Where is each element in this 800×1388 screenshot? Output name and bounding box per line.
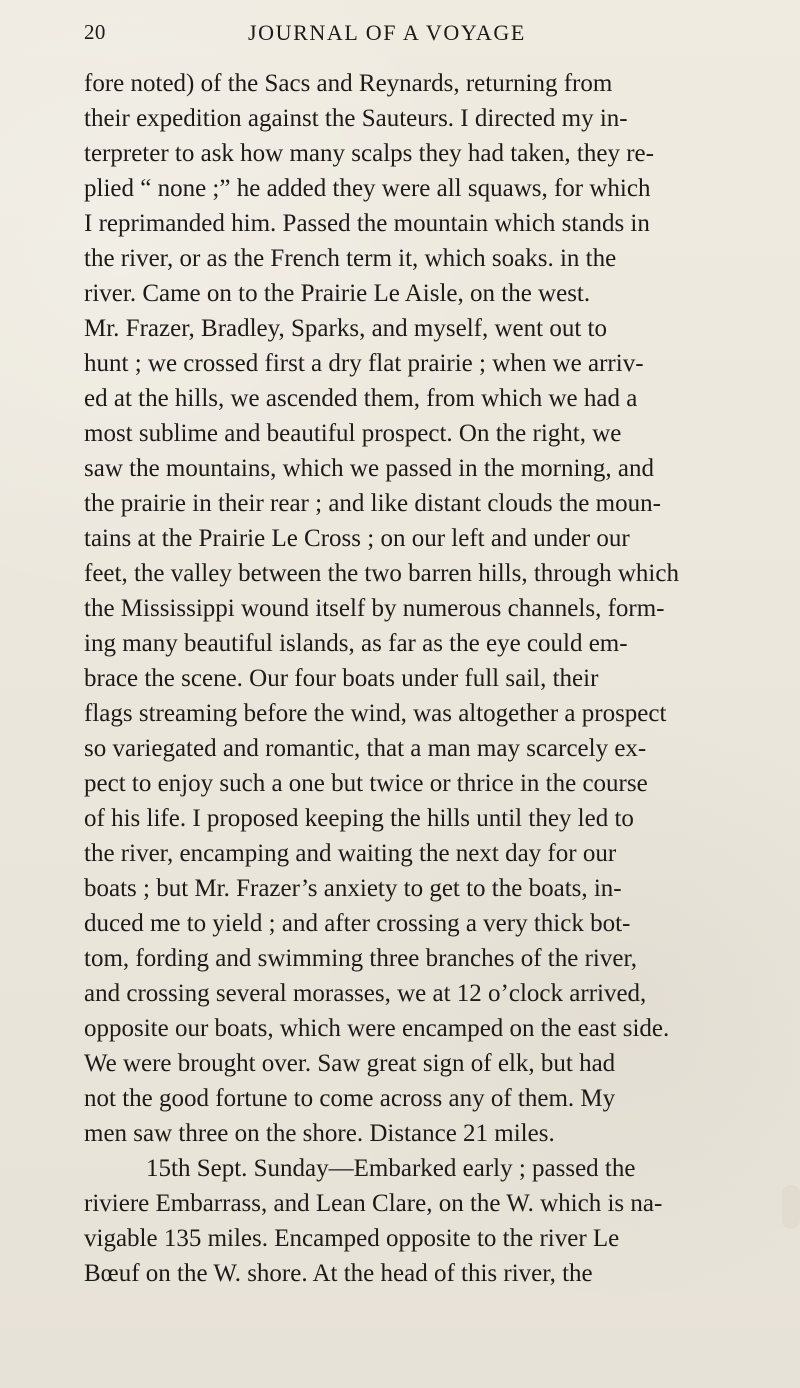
text-line-8: Mr. Frazer, Bradley, Sparks, and myself, went out to — [84, 315, 607, 342]
text-line-29: We were brought over. Saw great sign of elk, but had — [84, 1050, 616, 1077]
text-line-11: most sublime and beautiful prospect. On the right, we — [84, 420, 622, 447]
text-line-5: I reprimanded him. Passed the mountain which stands in — [84, 210, 650, 237]
text-line-19: flags streaming before the wind, was altogether a prospect — [84, 700, 667, 727]
text-line-35: Bœuf on the W. shore. At the head of this river, the — [84, 1260, 593, 1287]
text-line-7: river. Came on to the Prairie Le Aisle, on the west. — [84, 280, 591, 307]
text-line-6: the river, or as the French term it, which soaks. in the — [84, 245, 617, 272]
text-line-16: the Mississippi wound itself by numerous channels, form- — [84, 595, 665, 622]
text-line-14: tains at the Prairie Le Cross ; on our left and under our — [84, 525, 630, 552]
text-line-13: the prairie in their rear ; and like distant clouds the moun- — [84, 490, 661, 517]
text-line-10: ed at the hills, we ascended them, from which we had a — [84, 385, 638, 412]
paper-stain — [782, 1185, 800, 1229]
text-line-18: brace the scene. Our four boats under full sail, their — [84, 665, 599, 692]
running-title: JOURNAL OF A VOYAGE — [248, 20, 526, 45]
journal-text — [84, 66, 754, 1291]
text-line-4: plied “ none ;” he added they were all squaws, for which — [84, 175, 651, 202]
text-line-26: tom, fording and swimming three branches of the river, — [84, 945, 638, 972]
text-line-1: fore noted) of the Sacs and Reynards, returning from — [84, 70, 613, 97]
text-line-2: their expedition against the Sauteurs. I directed my in- — [84, 105, 628, 132]
text-line-9: hunt ; we crossed first a dry flat prairie ; when we arriv- — [84, 350, 644, 377]
text-line-3: terpreter to ask how many scalps they had taken, they re- — [84, 140, 654, 167]
text-line-34: vigable 135 miles. Encamped opposite to the river Le — [84, 1225, 620, 1252]
text-line-22: of his life. I proposed keeping the hills until they led to — [84, 805, 634, 832]
text-line-25: duced me to yield ; and after crossing a very thick bot- — [84, 910, 631, 937]
page-header — [0, 20, 800, 48]
text-line-15: feet, the valley between the two barren hills, through which — [84, 560, 679, 587]
text-line-23: the river, encamping and waiting the next day for our — [84, 840, 617, 867]
text-line-33: riviere Embarrass, and Lean Clare, on the W. which is na- — [84, 1190, 663, 1217]
text-line-12: saw the mountains, which we passed in the morning, and — [84, 455, 655, 482]
text-line-24: boats ; but Mr. Frazer’s anxiety to get to the boats, in- — [84, 875, 622, 902]
text-line-31: men saw three on the shore. Distance 21 miles. — [84, 1120, 555, 1147]
text-line-17: ing many beautiful islands, as far as the eye could em- — [84, 630, 628, 657]
text-line-28: opposite our boats, which were encamped on the east side. — [84, 1015, 670, 1042]
text-line-27: and crossing several morasses, we at 12 o’clock arrived, — [84, 980, 647, 1007]
text-line-30: not the good fortune to come across any of them. My — [84, 1085, 616, 1112]
text-line-21: pect to enjoy such a one but twice or thrice in the course — [84, 770, 648, 797]
page-number: 20 — [84, 20, 106, 44]
text-line-20: so variegated and romantic, that a man may scarcely ex- — [84, 735, 647, 762]
text-line-32: 15th Sept. Sunday—Embarked early ; passed the — [146, 1155, 636, 1182]
